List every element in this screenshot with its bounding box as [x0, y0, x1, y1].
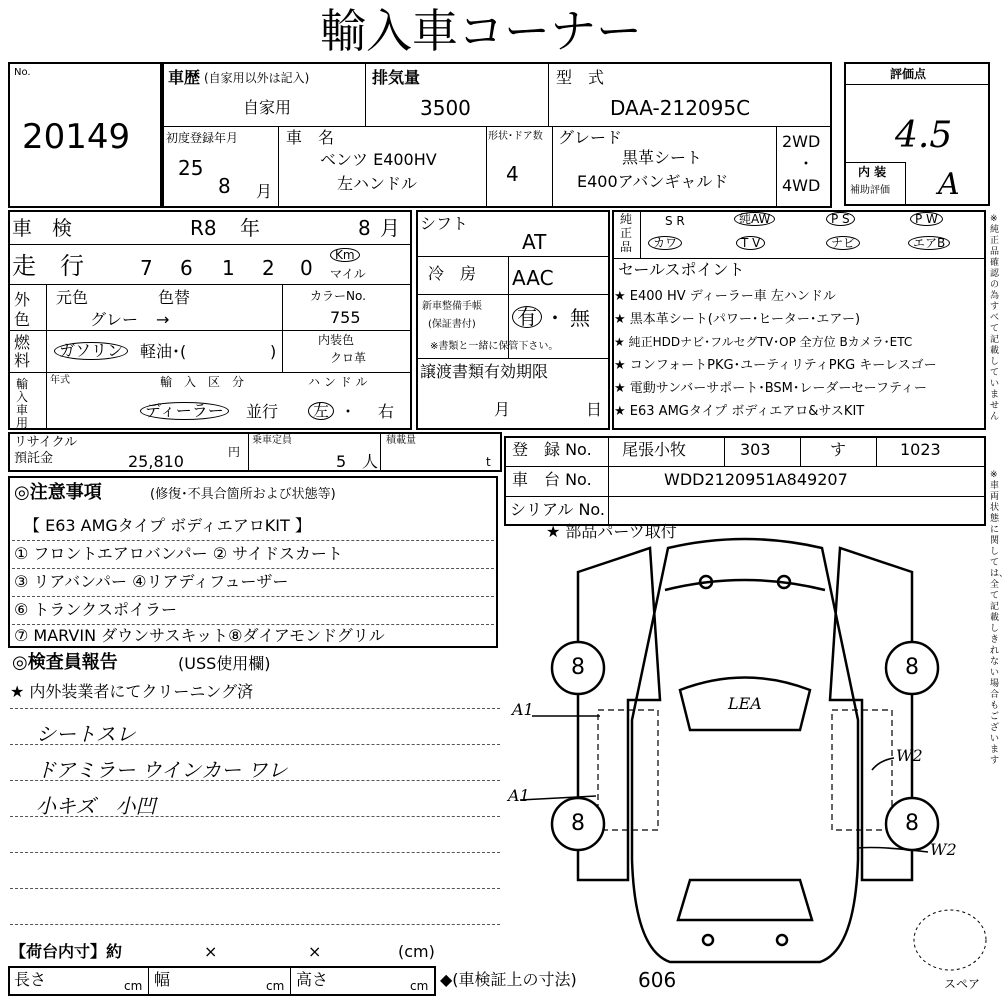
sales-points-label: セールスポイント	[618, 260, 745, 279]
inspector-typed: ★ 内外装業者にてクリーニング済	[10, 682, 254, 701]
cargo-x1: ×	[204, 942, 218, 961]
exterior-color-repaint: 色替	[158, 288, 191, 307]
manual-note: ※書類と一緒に保管下さい。	[430, 341, 559, 352]
rear-window	[678, 880, 812, 920]
manual-label1: 新車整備手帳	[422, 301, 482, 312]
registration-kana: す	[830, 440, 847, 459]
ac-label: 冷 房	[428, 264, 477, 283]
mark-a1-lower: A1	[508, 786, 530, 805]
recycle-value: 25,810	[128, 452, 184, 471]
exterior-color-value: グレー	[90, 310, 139, 329]
serial-label: シリアル No.	[510, 500, 606, 519]
inspector-label: ◎検査員報告	[12, 652, 118, 673]
inspector-hand-1: シートスレ	[36, 722, 136, 746]
grade-line1: 黒革シート	[622, 148, 703, 167]
car-body-outline	[632, 539, 858, 962]
first-reg-year: 25	[178, 156, 204, 180]
cert-dims-value: 606	[638, 968, 677, 992]
manual-yes: 有	[512, 306, 542, 328]
mileage-d2: 6	[180, 256, 193, 280]
equip-navi: ナビ	[826, 236, 860, 250]
first-reg-label: 初度登録年月	[166, 131, 239, 145]
shift-label: シフト	[420, 214, 469, 233]
parts-label: ★ 部品パーツ取付	[546, 522, 677, 541]
capacity-label: 乗車定員	[252, 435, 292, 446]
cargo-height: 高さ	[296, 970, 329, 989]
registration-num: 1023	[900, 440, 941, 459]
cargo-label: 【荷台内寸】約	[10, 942, 123, 961]
capacity-value: 5	[336, 452, 347, 471]
sales-point-5: ★ 電動サンバーサポート･BSM･レーダーセーフティー	[614, 381, 927, 396]
cargo-x2: ×	[308, 942, 322, 961]
mileage-d1: 7	[140, 256, 153, 280]
inspector-sub: (USS使用欄)	[178, 654, 271, 673]
fuel-close: )	[270, 342, 277, 361]
cargo-width: 幅	[154, 970, 171, 989]
note-3: ③ リアバンパー ④リアディフューザー	[14, 572, 289, 591]
mileage-d5: 0	[300, 256, 313, 280]
cargo-width-cm: cm	[266, 979, 285, 993]
interior-score-value: A	[938, 167, 960, 202]
mileage-label: 走 行	[12, 252, 84, 280]
note-2: ① フロントエアロバンパー ② サイドスカート	[14, 544, 343, 563]
fuel-label: 燃料	[14, 333, 31, 370]
lot-number: 20149	[22, 117, 131, 157]
manual-label2: (保証書付)	[428, 319, 476, 330]
mark-w2-lower: W2	[930, 840, 957, 859]
side-note-top: ※純正品確認の為すべて記載していません	[990, 214, 1000, 422]
equip-sr: S R	[665, 214, 685, 228]
car-name-line2: 左ハンドル	[337, 174, 418, 193]
handle-dot: ･	[344, 402, 353, 421]
cargo-unit: (cm)	[398, 942, 435, 961]
history-value: 自家用	[243, 98, 292, 117]
registration-area: 尾張小牧	[622, 440, 687, 459]
recycle-unit: 円	[228, 445, 241, 459]
sales-point-2: ★ 黒本革シート(パワー･ヒーター･エアー)	[614, 312, 861, 327]
score-label: 評価点	[890, 67, 927, 81]
import-label: 輸入車用	[16, 377, 29, 430]
exterior-color-orig: 元色	[56, 288, 89, 307]
registration-class: 303	[740, 440, 771, 459]
lot-label: No.	[14, 67, 31, 78]
notes-label: ◎注意事項	[14, 482, 102, 503]
color-no-label: カラーNo.	[310, 289, 366, 303]
interior-score-label: 内 装	[858, 165, 887, 179]
equip-tv: T V	[736, 236, 765, 250]
inspection-label: 車 検	[12, 216, 72, 240]
cargo-length: 長さ	[14, 970, 47, 989]
exterior-color-label: 外色	[14, 290, 31, 329]
score-value: 4.5	[895, 115, 953, 156]
fuel-other: 軽油･(	[140, 342, 187, 361]
import-year-label: 年式	[50, 375, 70, 386]
wheel-rr-value: 8	[905, 811, 919, 836]
recycle-label2: 預託金	[14, 451, 54, 466]
fuel-selected: ガソリン	[54, 342, 128, 360]
car-name-line1: ベンツ E400HV	[320, 150, 437, 169]
cert-dims-label: ◆(車検証上の寸法)	[440, 970, 577, 989]
note-4: ⑥ トランクスポイラー	[14, 600, 177, 619]
mark-w2-upper: W2	[896, 746, 923, 765]
inspection-month: 8	[358, 216, 371, 240]
car-name-label: 車 名	[286, 128, 335, 147]
manual-dot: ･	[550, 306, 560, 330]
cargo-length-cm: cm	[124, 979, 143, 993]
capacity-unit: 人	[362, 452, 379, 471]
first-reg-month: 8	[218, 174, 231, 198]
wheel-fr-value: 8	[905, 655, 919, 680]
sales-point-3: ★ 純正HDDナビ･フルセグTV･OP 全方位 Bカメラ･ETC	[614, 335, 913, 349]
equip-airbag: エアB	[908, 236, 950, 250]
wheel-rl-value: 8	[571, 811, 585, 836]
equipment-label: 純正品	[620, 212, 633, 254]
wheel-fl-value: 8	[571, 655, 585, 680]
exterior-color-arrow: →	[156, 310, 170, 329]
history-label: 車歴	[168, 68, 201, 87]
notes-sub: (修復･不具合箇所および状態等)	[150, 487, 336, 502]
cargo-height-cm: cm	[410, 979, 429, 993]
load-label: 積載量	[386, 435, 416, 446]
transfer-month: 月	[494, 400, 511, 419]
chassis-value: WDD2120951A849207	[664, 470, 848, 489]
import-dealer: ディーラー	[140, 402, 229, 420]
mark-a1-upper: A1	[512, 700, 534, 719]
interior-color-label: 内装色	[318, 333, 355, 347]
inspection-year-unit: 年	[240, 216, 260, 240]
model-code-value: DAA-212095C	[610, 96, 751, 120]
transfer-label: 譲渡書類有効期限	[420, 362, 549, 381]
model-code-label: 型 式	[556, 68, 605, 87]
doors-label: 形状･ドア数	[488, 131, 543, 142]
sales-point-1: ★ E400 HV ディーラー車 左ハンドル	[614, 289, 836, 304]
shift-value: AT	[522, 230, 547, 254]
handle-right: 右	[378, 402, 395, 421]
displacement-label: 排気量	[372, 68, 421, 87]
manual-no: 無	[570, 306, 590, 330]
side-note-bottom: ※車両状態に関しては、全て記載しきれない場合もございます	[990, 470, 1008, 766]
ac-value: AAC	[512, 266, 554, 290]
equip-ps: P S	[826, 212, 855, 226]
cargo-dims-box	[8, 966, 436, 996]
interior-color-value: クロ革	[330, 351, 367, 365]
handle-left: 左	[308, 402, 334, 420]
spare-label: スペア	[944, 977, 981, 991]
transfer-day: 日	[586, 400, 603, 419]
doors-value: 4	[506, 162, 519, 186]
color-no-value: 755	[330, 308, 361, 327]
displacement-value: 3500	[420, 96, 471, 120]
history-note: (自家用以外は記入)	[204, 71, 310, 85]
handle-label: ハ ン ド ル	[308, 375, 368, 389]
import-type-label: 輸 入 区 分	[160, 375, 245, 389]
inspection-month-unit: 月	[380, 216, 400, 240]
note-5: ⑦ MARVIN ダウンサスキット⑧ダイアモンドグリル	[14, 626, 385, 645]
mark-windshield: LEA	[728, 694, 762, 713]
registration-label: 登 録 No.	[512, 440, 592, 459]
grade-label: グレード	[558, 128, 623, 147]
inspection-era: R8	[190, 216, 217, 240]
sales-point-4: ★ コンフォートPKG･ユーティリティPKG キーレスゴー	[614, 358, 937, 373]
first-reg-month-unit: 月	[256, 182, 273, 201]
sales-point-6: ★ E63 AMGタイプ ボディエアロ&サスKIT	[614, 404, 865, 419]
drive-2wd: 2WD	[782, 132, 821, 151]
interior-score-sub: 補助評価	[850, 185, 890, 196]
inspector-hand-2: ドアミラー ウインカー ワレ	[36, 758, 288, 782]
note-1: 【 E63 AMGタイプ ボディエアロKIT 】	[24, 516, 311, 535]
equip-kawa: カワ	[648, 236, 682, 250]
mileage-d3: 1	[222, 256, 235, 280]
mileage-d4: 2	[262, 256, 275, 280]
drive-4wd: 4WD	[782, 176, 821, 195]
recycle-label1: リサイクル	[14, 435, 78, 450]
load-unit: t	[486, 455, 491, 469]
mileage-unit-mile: マイル	[330, 267, 366, 281]
mileage-unit-km: Km	[330, 248, 360, 262]
grade-line2: E400アバンギャルド	[577, 172, 729, 191]
drive-dot: ･	[802, 154, 811, 173]
page-title: 輸入車コーナー	[320, 4, 642, 58]
inspector-hand-3: 小キズ 小凹	[36, 794, 156, 818]
chassis-label: 車 台 No.	[512, 470, 592, 489]
equip-aw: 純AW	[734, 212, 775, 226]
import-parallel: 並行	[246, 402, 279, 421]
equip-pw: P W	[910, 212, 943, 226]
